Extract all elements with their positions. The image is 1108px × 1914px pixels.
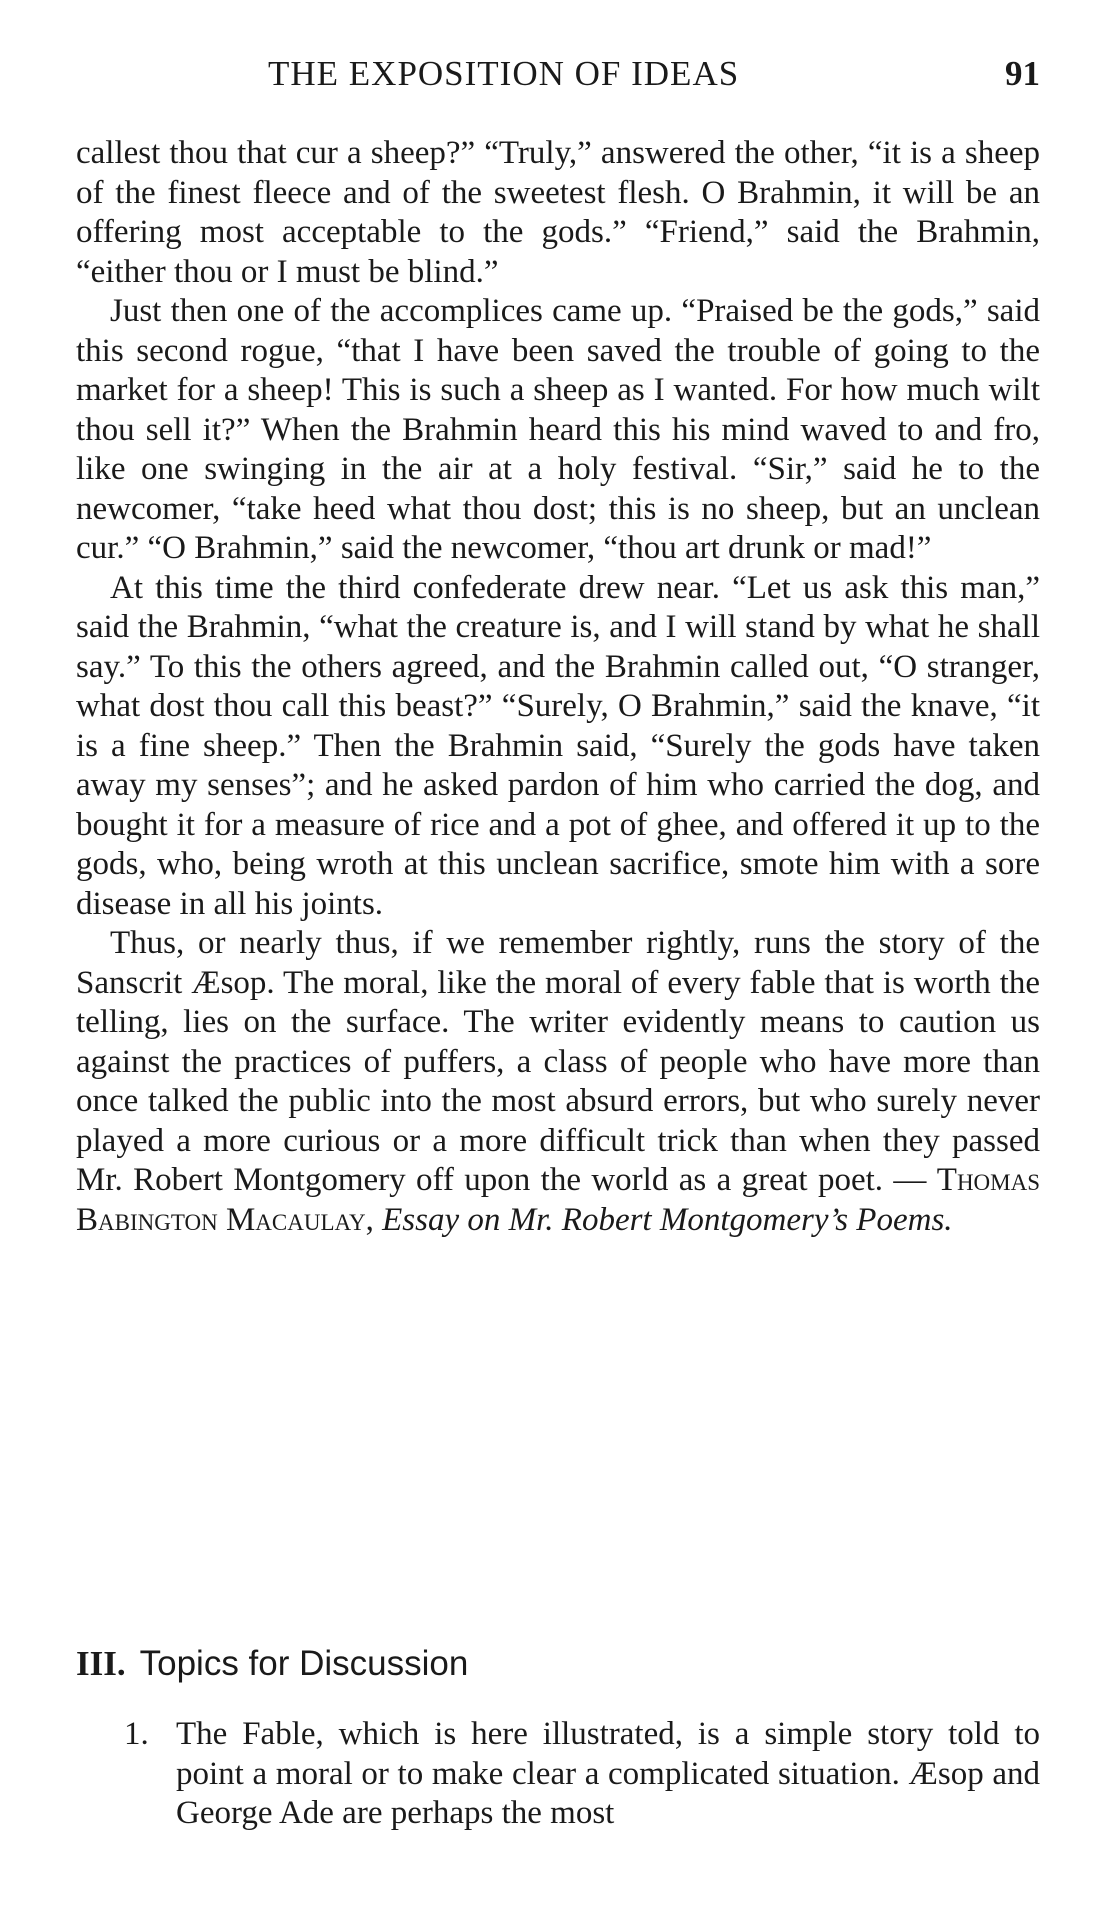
body-text [76, 134, 1040, 1240]
topics-list [124, 1715, 1040, 1834]
running-header [76, 54, 1040, 104]
paragraph: Just then one of the accomplices came up. “Praised be the gods,” said this second rogue, “that I have been saved the trouble of going to the market for a sheep! This is such a sheep as I wanted. For how much wilt thou sell it?” When the Brahmin heard this his mind waved to and fro, like one swinging in the air at a holy festival. “Sir,” said he to the newcomer, “take heed what thou dost; this is no sheep, but an unclean cur.” “O Brahmin,” said the newcomer, “thou art drunk or mad!” [76, 293, 1040, 566]
paragraph: At this time the third confederate drew near. “Let us ask this man,” said the Brahmin, “what the creature is, and I will stand by what he shall say.” To this the others agreed, and the Brahmin called out, “O stranger, what dost thou call this beast?” “Surely, O Brahmin,” said the knave, “it is a fine sheep.” Then the Brahmin said, “Surely the gods have taken away my senses”; and he asked pardon of him who carried the dog, and bought it for a measure of rice and a pot of ghee, and offered it up to the gods, who, being wroth at this unclean sacrifice, smote him with a sore disease in all his joints. [76, 569, 1040, 922]
paragraph-text: Thus, or nearly thus, if we remember rightly, runs the story of the Sanscrit Æsop. The moral, like the moral of every fable that is worth the telling, lies on the surface. The writer evidently means to caution us against the practices of puffers, a class of people who have more than once talked the public into the most absurd errors, but who surely never played a more curious or a more difficult trick than when they passed Mr. Robert Montgomery off upon the world as a great poet. — [76, 925, 1040, 1198]
header-title: THE EXPOSITION OF IDEAS [268, 54, 740, 93]
paragraph: callest thou that cur a sheep?” “Truly,” answered the other, “it is a sheep of the finest fleece and of the sweetest flesh. O Brahmin, it will be an offering most acceptable to the gods.” “Friend,” said the Brahmin, “either thou or I must be blind.” [76, 135, 1040, 290]
paragraph-final: Thus, or nearly thus, if we remember rightly, runs the story of the Sanscrit Æsop. The moral, like the moral of every fable that is worth the telling, lies on the surface. The writer evidently means to caution us against the practices of puffers, a class of people who have more than once talked the public into the most absurd errors, but who surely never played a more curious or a more difficult trick than when they passed Mr. Robert Montgomery off upon the world as a great poet. — Thomas Babington Macaulay, Essay on Mr. Robert Montgomery’s Poems. [76, 925, 1041, 1238]
page-number: 91 [1005, 54, 1040, 93]
citation-source: Essay on Mr. Robert Montgomery’s Poems. [382, 1201, 953, 1238]
section-title: Topics for Discussion [139, 1644, 469, 1683]
section-heading [76, 1644, 468, 1684]
citation-author: Thomas Babington Macaulay [76, 1162, 1041, 1238]
list-item [124, 1715, 1040, 1834]
section-number: III. [76, 1644, 126, 1683]
list-item-number: 1. [124, 1716, 149, 1752]
list-item-text: The Fable, which is here illustrated, is a simple story told to point a moral or to make clear a complicated situation. Æsop and George Ade are perhaps the most [176, 1716, 1040, 1831]
